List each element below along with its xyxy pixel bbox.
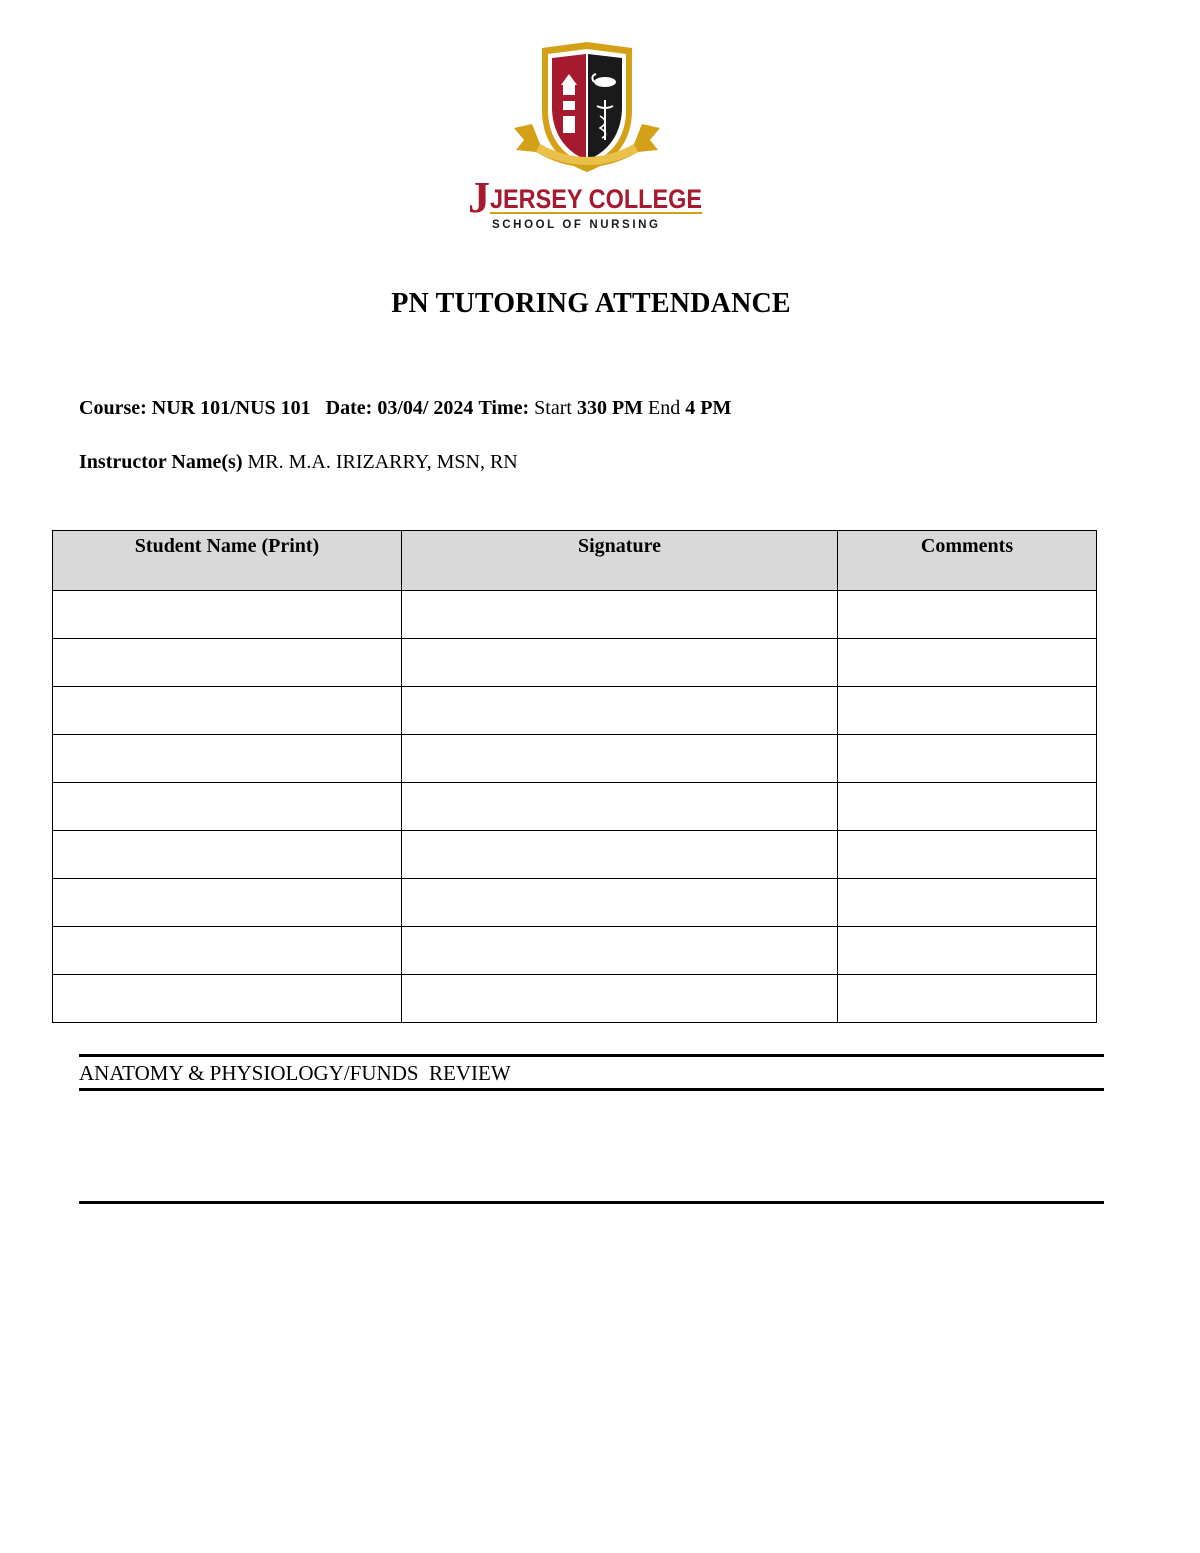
course-info-line [79,397,731,420]
table-row [53,687,1097,735]
comments-cell[interactable] [838,927,1097,975]
comments-cell[interactable] [838,687,1097,735]
signature-cell[interactable] [402,879,838,927]
comments-cell[interactable] [838,639,1097,687]
header-student-name: Student Name (Print) [53,531,402,591]
course-value: NUR 101/NUS 101 [151,397,311,419]
comments-cell[interactable] [838,975,1097,1023]
comments-cell[interactable] [838,735,1097,783]
topic-top-rule [79,1054,1104,1057]
student-name-cell[interactable] [53,687,402,735]
student-name-cell[interactable] [53,735,402,783]
instructor-value: MR. M.A. IRIZARRY, MSN, RN [247,451,518,473]
table-row [53,735,1097,783]
student-name-cell[interactable] [53,591,402,639]
signature-cell[interactable] [402,591,838,639]
comments-cell[interactable] [838,591,1097,639]
college-logo [462,40,712,240]
time-label: Time: [478,397,530,419]
header-comments: Comments [838,531,1097,591]
signature-cell[interactable] [402,831,838,879]
student-name-cell[interactable] [53,879,402,927]
comments-cell[interactable] [838,783,1097,831]
instructor-label: Instructor Name(s) [79,451,243,473]
topic-bottom-rule [79,1088,1104,1091]
student-name-cell[interactable] [53,831,402,879]
signature-cell[interactable] [402,783,838,831]
student-name-cell[interactable] [53,783,402,831]
logo-j-letter: J [468,173,490,222]
student-name-cell[interactable] [53,975,402,1023]
notes-bottom-rule [79,1201,1104,1204]
comments-cell[interactable] [838,879,1097,927]
session-topic: ANATOMY & PHYSIOLOGY/FUNDS REVIEW [79,1061,511,1085]
table-header-row [53,531,1097,591]
end-label: End [648,397,681,419]
end-value: 4 PM [685,397,732,419]
signature-cell[interactable] [402,927,838,975]
signature-cell[interactable] [402,735,838,783]
table-row [53,831,1097,879]
table-row [53,879,1097,927]
comments-cell[interactable] [838,831,1097,879]
header-signature: Signature [402,531,838,591]
table-row [53,591,1097,639]
student-name-cell[interactable] [53,927,402,975]
attendance-table [52,530,1097,1023]
table-row [53,975,1097,1023]
instructor-info-line [79,451,518,474]
start-label: Start [534,397,572,419]
table-row [53,783,1097,831]
logo-sub-name: SCHOOL OF NURSING [492,219,661,231]
date-label: Date: [325,397,373,419]
signature-cell[interactable] [402,975,838,1023]
start-value: 330 PM [576,397,644,419]
signature-cell[interactable] [402,687,838,735]
signature-cell[interactable] [402,639,838,687]
logo-brand-name: JERSEY COLLEGE [490,184,702,214]
course-label: Course: [79,397,147,419]
table-row [53,639,1097,687]
table-row [53,927,1097,975]
student-name-cell[interactable] [53,639,402,687]
page-title: PN TUTORING ATTENDANCE [391,288,791,319]
date-value: 03/04/ 2024 [377,397,474,419]
